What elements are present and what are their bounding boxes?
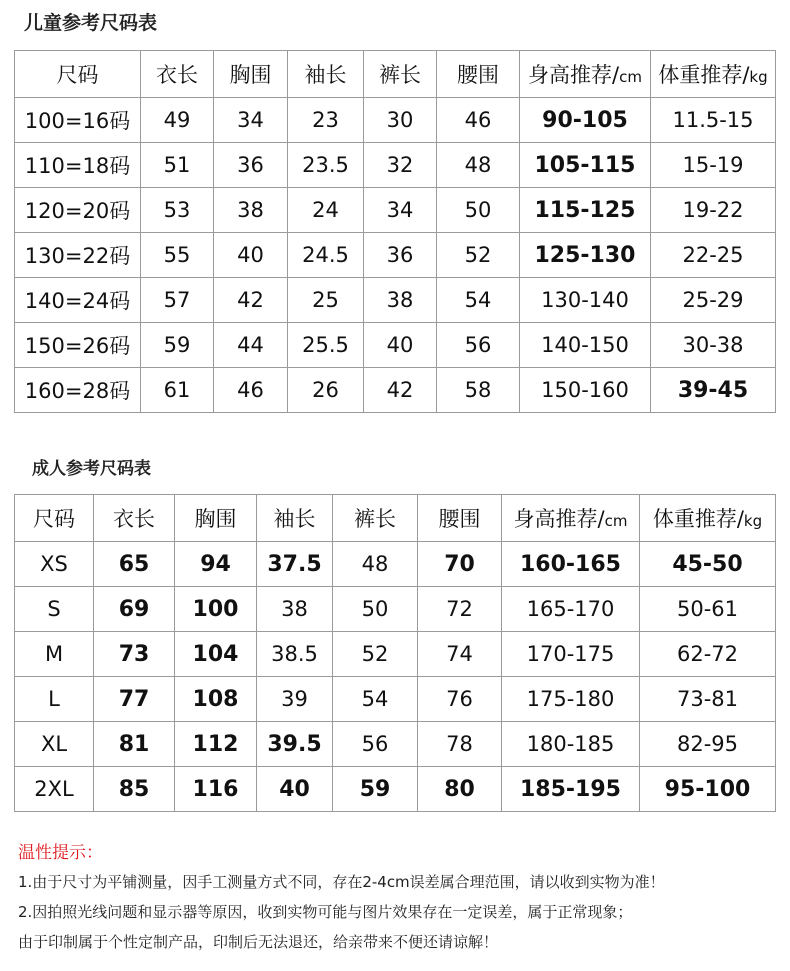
value-cell: 48	[333, 542, 418, 587]
adult-size-table	[14, 494, 776, 812]
header-weight-label: 体重推荐/	[658, 63, 750, 87]
value-cell: 40	[214, 233, 288, 278]
table-row	[15, 587, 776, 632]
header-chest: 胸围	[214, 51, 288, 98]
value-cell: 170-175	[502, 632, 640, 677]
value-cell: 39-45	[651, 368, 776, 413]
value-cell: 36	[214, 143, 288, 188]
header-height-unit: cm	[604, 512, 628, 530]
table-row	[15, 677, 776, 722]
notes-title: 温性提示：	[18, 843, 103, 863]
value-cell: 25	[288, 278, 364, 323]
value-cell: 82-95	[640, 722, 776, 767]
value-cell: 77	[94, 677, 175, 722]
value-cell: 95-100	[640, 767, 776, 812]
value-cell: 56	[437, 323, 520, 368]
value-cell: 69	[94, 587, 175, 632]
header-chest: 胸围	[175, 495, 257, 542]
value-cell: 65	[94, 542, 175, 587]
value-cell: 72	[418, 587, 502, 632]
value-cell: 38	[364, 278, 437, 323]
header-pants: 裤长	[333, 495, 418, 542]
size-cell: L	[15, 677, 94, 722]
notes-section	[18, 838, 778, 961]
value-cell: 105-115	[520, 143, 651, 188]
note-line: 2.因拍照光线问题和显示器等原因，收到实物可能与图片效果存在一定误差，属于正常现象；	[18, 903, 633, 921]
value-cell: 115-125	[520, 188, 651, 233]
header-height-label: 身高推荐/	[528, 63, 620, 87]
value-cell: 44	[214, 323, 288, 368]
value-cell: 51	[141, 143, 214, 188]
value-cell: 104	[175, 632, 257, 677]
header-waist: 腰围	[437, 51, 520, 98]
value-cell: 140-150	[520, 323, 651, 368]
size-cell: 100=16码	[15, 98, 141, 143]
value-cell: 59	[141, 323, 214, 368]
value-cell: 24.5	[288, 233, 364, 278]
value-cell: 150-160	[520, 368, 651, 413]
value-cell: 50-61	[640, 587, 776, 632]
value-cell: 49	[141, 98, 214, 143]
value-cell: 165-170	[502, 587, 640, 632]
value-cell: 55	[141, 233, 214, 278]
value-cell: 34	[214, 98, 288, 143]
value-cell: 78	[418, 722, 502, 767]
value-cell: 85	[94, 767, 175, 812]
value-cell: 52	[333, 632, 418, 677]
note-line: 由于印制属于个性定制产品，印制后无法退还，给亲带来不便还请谅解！	[18, 933, 499, 951]
value-cell: 76	[418, 677, 502, 722]
value-cell: 37.5	[257, 542, 333, 587]
table-row	[15, 233, 776, 278]
size-cell: 2XL	[15, 767, 94, 812]
value-cell: 62-72	[640, 632, 776, 677]
table-row	[15, 767, 776, 812]
table-row	[15, 188, 776, 233]
value-cell: 40	[364, 323, 437, 368]
value-cell: 90-105	[520, 98, 651, 143]
header-height-unit: cm	[619, 68, 642, 86]
value-cell: 38	[214, 188, 288, 233]
value-cell: 53	[141, 188, 214, 233]
value-cell: 39	[257, 677, 333, 722]
value-cell: 24	[288, 188, 364, 233]
size-cell: 150=26码	[15, 323, 141, 368]
value-cell: 81	[94, 722, 175, 767]
kids-size-table	[14, 50, 776, 413]
header-sleeve: 袖长	[257, 495, 333, 542]
note-line: 1.由于尺寸为平铺测量，因手工测量方式不同，存在2-4cm误差属合理范围，请以收到实物为准！	[18, 873, 665, 891]
size-cell: 110=18码	[15, 143, 141, 188]
header-height	[520, 51, 651, 98]
value-cell: 30-38	[651, 323, 776, 368]
size-cell: 130=22码	[15, 233, 141, 278]
header-waist: 腰围	[418, 495, 502, 542]
value-cell: 74	[418, 632, 502, 677]
size-cell: XS	[15, 542, 94, 587]
value-cell: 32	[364, 143, 437, 188]
value-cell: 42	[214, 278, 288, 323]
header-length: 衣长	[141, 51, 214, 98]
size-cell: M	[15, 632, 94, 677]
value-cell: 34	[364, 188, 437, 233]
table-header-row	[15, 51, 776, 98]
header-weight	[651, 51, 776, 98]
value-cell: 50	[333, 587, 418, 632]
value-cell: 25-29	[651, 278, 776, 323]
adult-size-chart-title: 成人参考尺码表	[32, 459, 151, 479]
value-cell: 25.5	[288, 323, 364, 368]
header-sleeve: 袖长	[288, 51, 364, 98]
value-cell: 42	[364, 368, 437, 413]
size-cell: XL	[15, 722, 94, 767]
value-cell: 160-165	[502, 542, 640, 587]
value-cell: 23.5	[288, 143, 364, 188]
value-cell: 175-180	[502, 677, 640, 722]
value-cell: 94	[175, 542, 257, 587]
value-cell: 36	[364, 233, 437, 278]
value-cell: 58	[437, 368, 520, 413]
table-header-row	[15, 495, 776, 542]
value-cell: 59	[333, 767, 418, 812]
value-cell: 54	[333, 677, 418, 722]
value-cell: 38	[257, 587, 333, 632]
header-height-label: 身高推荐/	[513, 507, 605, 531]
value-cell: 73-81	[640, 677, 776, 722]
value-cell: 26	[288, 368, 364, 413]
table-row	[15, 98, 776, 143]
header-size: 尺码	[15, 51, 141, 98]
header-weight	[640, 495, 776, 542]
value-cell: 70	[418, 542, 502, 587]
value-cell: 80	[418, 767, 502, 812]
size-cell: 120=20码	[15, 188, 141, 233]
value-cell: 11.5-15	[651, 98, 776, 143]
value-cell: 46	[214, 368, 288, 413]
value-cell: 23	[288, 98, 364, 143]
size-cell: S	[15, 587, 94, 632]
value-cell: 22-25	[651, 233, 776, 278]
table-row	[15, 722, 776, 767]
header-length: 衣长	[94, 495, 175, 542]
value-cell: 180-185	[502, 722, 640, 767]
kids-size-chart-title: 儿童参考尺码表	[24, 12, 158, 34]
value-cell: 19-22	[651, 188, 776, 233]
value-cell: 40	[257, 767, 333, 812]
value-cell: 116	[175, 767, 257, 812]
value-cell: 52	[437, 233, 520, 278]
value-cell: 38.5	[257, 632, 333, 677]
value-cell: 185-195	[502, 767, 640, 812]
table-row	[15, 278, 776, 323]
value-cell: 61	[141, 368, 214, 413]
value-cell: 100	[175, 587, 257, 632]
value-cell: 125-130	[520, 233, 651, 278]
value-cell: 54	[437, 278, 520, 323]
header-pants: 裤长	[364, 51, 437, 98]
header-height	[502, 495, 640, 542]
value-cell: 48	[437, 143, 520, 188]
table-row	[15, 542, 776, 587]
header-weight-label: 体重推荐/	[652, 507, 744, 531]
value-cell: 15-19	[651, 143, 776, 188]
value-cell: 46	[437, 98, 520, 143]
size-cell: 140=24码	[15, 278, 141, 323]
table-row	[15, 368, 776, 413]
size-cell: 160=28码	[15, 368, 141, 413]
value-cell: 130-140	[520, 278, 651, 323]
header-weight-unit: kg	[749, 68, 768, 86]
header-size: 尺码	[15, 495, 94, 542]
value-cell: 112	[175, 722, 257, 767]
value-cell: 30	[364, 98, 437, 143]
value-cell: 45-50	[640, 542, 776, 587]
header-weight-unit: kg	[743, 512, 763, 530]
value-cell: 108	[175, 677, 257, 722]
table-row	[15, 632, 776, 677]
table-row	[15, 323, 776, 368]
value-cell: 56	[333, 722, 418, 767]
value-cell: 73	[94, 632, 175, 677]
value-cell: 50	[437, 188, 520, 233]
value-cell: 39.5	[257, 722, 333, 767]
table-row	[15, 143, 776, 188]
value-cell: 57	[141, 278, 214, 323]
